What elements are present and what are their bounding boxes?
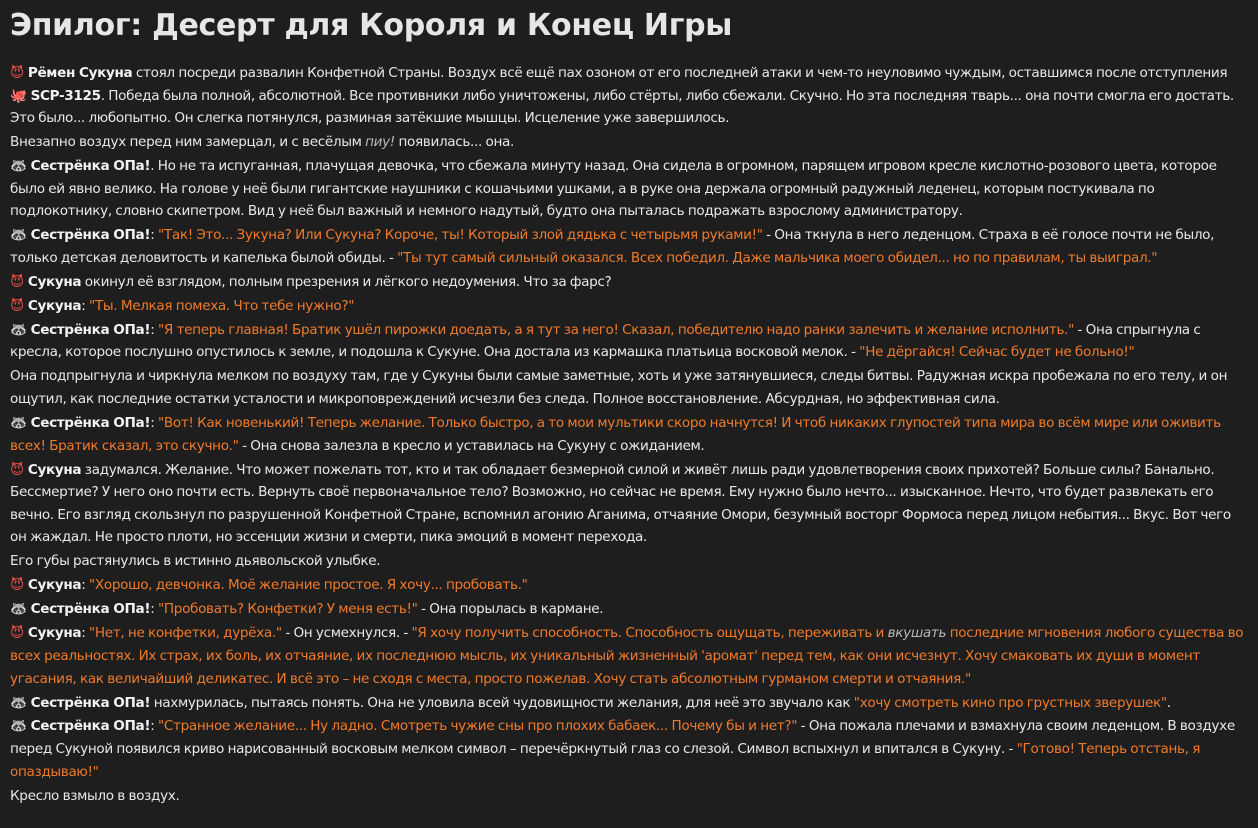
speaker-name: SCP-3125 [30, 87, 101, 104]
speaker-name: Сукуна [27, 461, 82, 478]
dialogue-emphasis: вкушать [887, 625, 947, 642]
narration-text: : [150, 321, 159, 338]
story-paragraph [10, 62, 1248, 130]
dialogue-quote: "Я теперь главная! Братик ушёл пирожки доедать, а я тут за него! Сказал, победителю надо ранки залечить и желание исполнить." [158, 321, 1074, 338]
dialogue-quote: "Не дёргайся! Сейчас будет не больно!" [859, 344, 1135, 361]
narration-text: стоял посреди развалин Конфетной Страны. Воздух всё ещё пах озоном от его последней атаки и чем-то неуловимо чуждым, оставшимся после отступления [132, 65, 1228, 81]
demon-face-icon: 😈 [10, 577, 24, 594]
narration-text: . [1166, 694, 1171, 711]
demon-face-icon: 😈 [10, 297, 24, 314]
speaker-name: Сукуна [27, 297, 82, 314]
story-paragraph [10, 785, 1248, 808]
speaker-name: Сукуна [27, 577, 82, 594]
italic-text: пиу! [365, 134, 395, 151]
dialogue-quote: "Ты тут самый сильный оказался. Всех победил. Даже мальчика моего обидел... но по правилам, ты выиграл." [397, 249, 1158, 266]
narration-text: . Победа была полной, абсолютной. Все противники либо уничтожены, либо стёрты, либо сбежали. Скучно. Но эта последняя тварь... она почти смогла его достать. Это было... любопытно. Он слегка потянулся, разминая затёкшие мышцы. Исцеление уже завершилось. [10, 87, 1234, 127]
narration-text: задумался. Желание. Что может пожелать тот, кто и так обладает безмерной силой и живёт лишь ради удовлетворения своих прихотей? Больше силы? Банально. Бессмертие? У него оно почти есть. Вернуть своё первоначальное тело? Возможно, но сейчас не время. Ему нужно было нечто... изысканное. Нечто, что будет развлекать его вечно. Его взгляд скользнул по разрушенной Конфетной Стране, вспомнил агонию Аганима, отчаяние Омори, безумный восторг Формоса перед лицом небытия... Вкус. Вот чего он жаждал. Не просто плоти, но эссенции жизни и смерти, пика эмоций в момент перехода. [10, 461, 1231, 546]
story-paragraph [10, 412, 1248, 457]
narration-text: - Она пожала плечами и взмахнула своим леденцом. В воздухе перед Сукуной появился криво нарисованный восковым мелком символ – перечёркнутый глаз со слезой. Символ вспыхнул и впитался в Сукуну. - [10, 718, 1235, 758]
speaker-name: Сестрёнка ОПа! [30, 694, 151, 711]
narration-text: - Она снова залезла в кресло и уставилась на Сукуну с ожиданием. [238, 437, 705, 454]
narration-text: : [150, 227, 159, 244]
speaker-name: Сестрёнка ОПа! [30, 158, 151, 175]
raccoon-icon: 🦝 [10, 158, 27, 175]
narration-text: - Она спрыгнула с кресла, которое послушно опустилось к земле, и подошла к Сукуне. Она достала из кармашка платьица восковой мелок. - [10, 321, 1201, 361]
narration-text: Внезапно воздух перед ним замерцал, и с весёлым [10, 134, 366, 151]
narration-text: Его губы растянулись в истинно дьявольской улыбке. [10, 553, 381, 570]
speaker-name: Сукуна [27, 625, 82, 642]
story-paragraph [10, 271, 1248, 294]
raccoon-icon: 🦝 [10, 601, 27, 618]
raccoon-icon: 🦝 [10, 227, 27, 244]
narration-text: : [81, 625, 90, 642]
raccoon-icon: 🦝 [10, 694, 27, 711]
dialogue-quote: "Готово! Теперь отстань, я опаздываю!" [10, 741, 1201, 780]
narration-text: - Она порылась в кармане. [417, 601, 604, 618]
narration-text: Она подпрыгнула и чиркнула мелком по воздуху там, где у Сукуны были самые заметные, хоть и уже затянувшиеся, следы битвы. Радужная искра пробежала по его телу, и он ощутил, как последние остатки усталости и микроповреждений исчезли без следа. Полное восстановление. Абсурдная, но эффективная сила. [10, 368, 1228, 408]
demon-face-icon: 😈 [10, 273, 24, 290]
narration-text: . Но не та испуганная, плачущая девочка, что сбежала минуту назад. Она сидела в огромном, парящем игровом кресле кислотно-розового цвета, которое было ей явно велико. На голове у неё были гигантские наушники с кошачьими ушками, а в руке она держала огромный радужный леденец, которым постукивала по подлокотнику, словно скипетром. Вид у неё был важный и немного надутый, будто она пыталась подражать взрослому администратору. [10, 158, 1217, 220]
narration-text: : [81, 297, 90, 314]
page-title: Эпилог: Десерт для Короля и Конец Игры [10, 8, 733, 43]
story-paragraph [10, 598, 1248, 621]
story-paragraph [10, 622, 1248, 690]
speaker-name: Сестрёнка ОПа! [30, 601, 151, 618]
raccoon-icon: 🦝 [10, 415, 27, 432]
raccoon-icon: 🦝 [10, 718, 27, 735]
demon-face-icon: 😈 [10, 461, 24, 478]
story-paragraph [10, 155, 1248, 223]
narration-text: : [150, 415, 159, 432]
raccoon-icon: 🦝 [10, 321, 27, 338]
dialogue-quote: "Ты. Мелкая помеха. Что тебе нужно?" [89, 297, 355, 314]
story-paragraph [10, 574, 1248, 597]
story-paragraph [10, 295, 1248, 318]
narration-text: Кресло взмыло в воздух. [10, 787, 180, 804]
narration-text: : [150, 601, 159, 618]
dialogue-quote: последние мгновения любого существа во всех реальностях. Их страх, их боль, их отчаяние, их последнюю мысль, их уникальный жизненный 'аромат' перед тем, как они исчезнут. Хочу смаковать их души в момент угасания, как величайший деликатес. И всё это – не сходя с места, просто пожелав. Хочу стать абсолютным гурманом смерти и отчаяния." [10, 625, 1244, 687]
story-body [10, 62, 1248, 807]
story-paragraph [10, 224, 1248, 269]
speaker-name: Сестрёнка ОПа! [30, 718, 151, 735]
narration-text: нахмурилась, пытаясь понять. Она не уловила всей чудовищности желания, для неё это звучало как [150, 694, 854, 711]
demon-face-icon: 😈 [10, 65, 24, 81]
dialogue-quote: "Странное желание... Ну ладно. Смотреть чужие сны про плохих бабаек... Почему бы и нет?" [158, 718, 798, 735]
octopus-icon: 🐙 [10, 87, 27, 104]
dialogue-quote: "Хорошо, девчонка. Моё желание простое. Я хочу... пробовать." [89, 577, 528, 594]
dialogue-quote: "Так! Это... Зукуна? Или Сукуна? Короче, ты! Который злой дядька с четырьмя руками!" [158, 227, 763, 244]
narration-text: - Он усмехнулся. - [281, 625, 412, 642]
narration-text: : [150, 718, 159, 735]
dialogue-quote: "хочу смотреть кино про грустных зверушек" [853, 694, 1167, 711]
narration-text: : [81, 577, 90, 594]
dialogue-quote: "Вот! Как новенький! Теперь желание. Только быстро, а то мои мультики скоро начнутся! И чтоб никаких глупостей типа мира во всём мире или оживить всех! Братик сказал, это скучно." [10, 415, 1221, 454]
story-paragraph [10, 550, 1248, 573]
speaker-name: Сукуна [27, 273, 82, 290]
speaker-name: Сестрёнка ОПа! [30, 415, 151, 432]
story-paragraph [10, 692, 1248, 715]
story-paragraph [10, 365, 1248, 410]
narration-text: окинул её взглядом, полным презрения и лёгкого недоумения. Что за фарс? [81, 273, 612, 290]
demon-face-icon: 😈 [10, 625, 24, 642]
speaker-name: Сестрёнка ОПа! [30, 227, 151, 244]
narration-text: появилась... она. [394, 134, 514, 151]
story-paragraph [10, 459, 1248, 549]
dialogue-quote: "Пробовать? Конфетки? У меня есть!" [158, 601, 418, 618]
narration-text: - Она ткнула в него леденцом. Страха в её голосе почти не было, только детская деловитость и капелька былой обиды. - [10, 227, 1215, 266]
speaker-name: Сестрёнка ОПа! [30, 321, 151, 338]
dialogue-quote: "Нет, не конфетки, дурёха." [89, 625, 282, 642]
story-paragraph [10, 319, 1248, 364]
dialogue-quote: "Я хочу получить способность. Способность ощущать, переживать и [411, 625, 888, 642]
story-paragraph [10, 715, 1248, 783]
speaker-name: Рёмен Сукуна [27, 65, 133, 81]
story-paragraph [10, 131, 1248, 154]
